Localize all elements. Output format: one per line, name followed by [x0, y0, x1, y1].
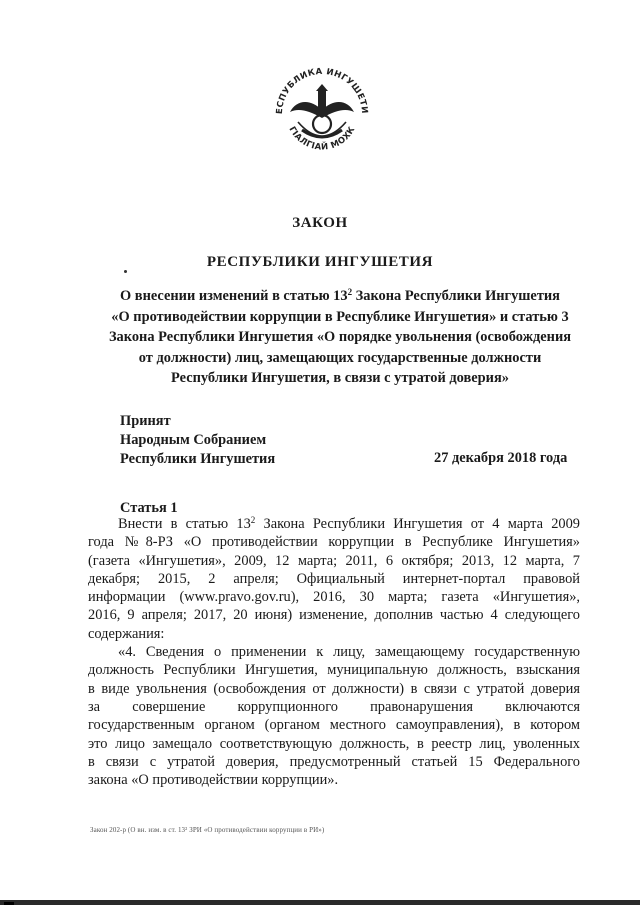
emblem-bottom-text: ГIАЛГIАЙ МОХК [286, 124, 358, 153]
adoption-date: 27 декабря 2018 года [434, 450, 568, 466]
body-line: года №8-РЗ «О противодействии коррупции в Республике Ингушетия» [88, 534, 580, 551]
subject-line-4: от должности) лиц, замещающих государственные должности [138, 349, 542, 366]
body-line: содержания: [88, 625, 165, 642]
subject-line-1: О внесении изменений в статью $13^2$ Закона Республики Ингушетия [120, 287, 560, 304]
adopted-body: Народным Собранием [120, 432, 267, 448]
body-line: декабря; 2015, 2 апреля; Официальный интернет-портал правовой [88, 570, 580, 587]
body-line: в виде увольнения (освобождения от должности) в связи с утратой доверия [88, 680, 580, 697]
body-line: информации (www.pravo.gov.ru), 2016, 30 марта; газета «Ингушетия», [88, 589, 580, 606]
emblem-seal-icon [268, 58, 376, 160]
body-line: Внести в статью $13^2$ Закона Республики Ингушетия от 4 марта 2009 [118, 515, 580, 532]
subject-line-5: Республики Ингушетия, в связи с утратой доверия» [171, 370, 509, 386]
subject-line-2: «О противодействии коррупции в Республике Ингушетия» и статью 3 [111, 308, 569, 325]
body-line: за совершение коррупционного правонарушения включаются [88, 698, 580, 715]
law-subject-title [76, 286, 604, 389]
page-footer-note: Закон 202-р (О вн. изм. в ст. 13² ЗРИ «О противодействии коррупции в РИ») [90, 826, 325, 834]
republic-emblem [268, 58, 376, 160]
adopted-label: Принят [120, 413, 171, 429]
body-line: должность Республики Ингушетия, муниципальную должность, взыскания [88, 662, 580, 679]
body-line: 2016, 9 апреля; 2017, 20 июня) изменение, дополнив частью 4 следующего [88, 607, 580, 624]
body-line: закона «О противодействии коррупции». [88, 772, 339, 789]
adoption-block [120, 412, 275, 469]
body-line: (газета «Ингушетия», 2009, 12 марта; 2011, 6 октября; 2013, 12 марта, 7 [88, 552, 580, 569]
body-line: в связи с утратой доверия, предусмотренный статьей 15 Федерального [88, 753, 580, 770]
body-line: это лицо замещало соответствующую должность, в реестр лиц, уволенных [88, 735, 580, 752]
document-type-title: ЗАКОН [292, 215, 348, 231]
svg-text:ГIАЛГIАЙ МОХК [287, 125, 358, 153]
article-1-title: Статья 1 [120, 500, 178, 516]
body-line: «4. Сведения о применении к лицу, замещающему государственную [118, 644, 580, 661]
emblem-top-text: ЕСПУБЛИКА ИНГУШЕТИ [274, 66, 370, 115]
republic-title: РЕСПУБЛИКИ ИНГУШЕТИЯ [206, 254, 434, 270]
body-line: государственным органом (органом местного самоуправления), в котором [88, 717, 580, 734]
subject-line-3: Закона Республики Ингушетия «О порядке увольнения (освобождения [108, 329, 572, 345]
scan-bottom-edge [0, 900, 640, 905]
article-1-body [88, 515, 580, 789]
adopted-republic: Республики Ингушетия [120, 451, 276, 467]
